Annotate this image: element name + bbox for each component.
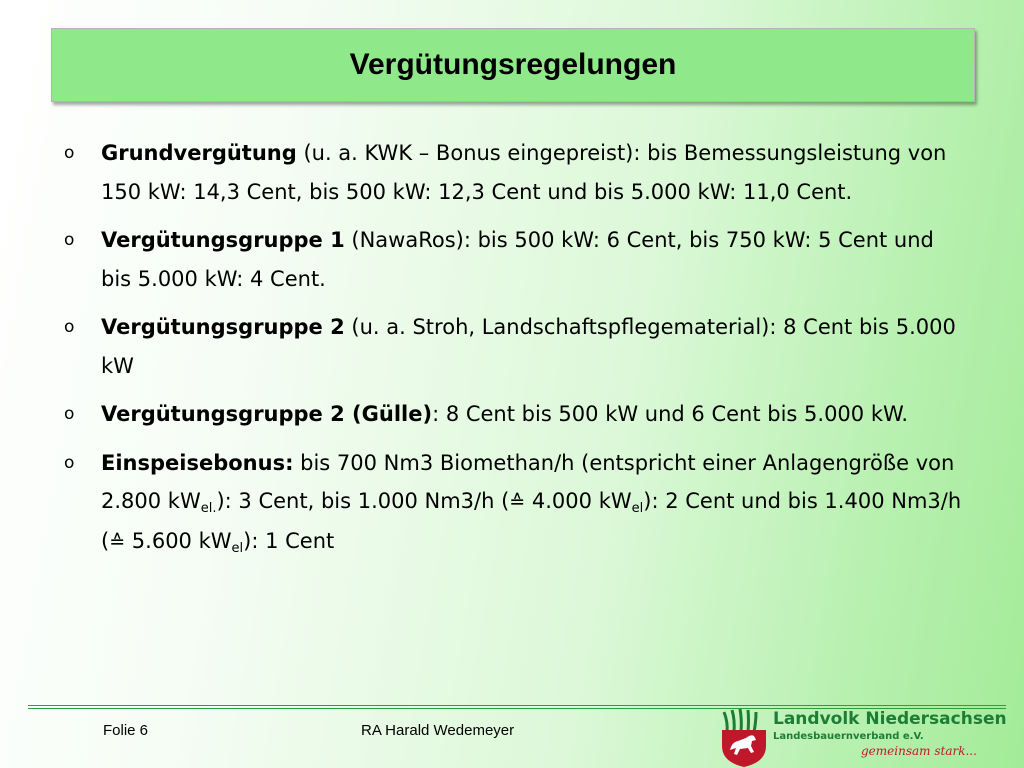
- shield-horse-icon: [718, 708, 770, 768]
- logo-name: Landvolk Niedersachsen: [773, 709, 1007, 729]
- corresponds-symbol: ≙: [109, 530, 126, 553]
- item-label: Grundvergütung: [101, 141, 297, 165]
- item-text: : 8 Cent bis 500 kW und 6 Cent bis 5.000 kW.: [432, 402, 909, 426]
- bullet-icon: o: [64, 404, 75, 424]
- item-text: 4.000 kW: [525, 489, 632, 513]
- slide-title-bar: [51, 28, 975, 102]
- item-label: Vergütungsgruppe 1: [101, 228, 345, 252]
- item-text: 5.600 kW: [125, 528, 232, 553]
- item-text: ): 3 Cent, bis 1.000 Nm3/h (: [216, 489, 510, 513]
- list-item: [62, 395, 962, 434]
- item-label: Vergütungsgruppe 2 (Gülle): [101, 402, 433, 426]
- item-text: (NawaRos): bis 500 kW: 6 Cent, bis 750 kW: 5 Cent und bis 5.000 kW: 4 Cent.: [101, 228, 934, 291]
- landvolk-logo: [718, 706, 1018, 768]
- bullet-icon: o: [64, 317, 75, 337]
- bullet-icon: o: [64, 452, 75, 473]
- footer-author: RA Harald Wedemeyer: [361, 722, 515, 739]
- list-item: [62, 308, 962, 385]
- unit-subscript: el: [631, 501, 644, 516]
- logo-subtitle: Landesbauernverband e.V.: [773, 731, 924, 742]
- corresponds-symbol: ≙: [509, 491, 526, 513]
- item-text: ): 2 Cent und bis 1.400 Nm3/h (: [101, 489, 962, 553]
- unit-subscript: el.: [200, 501, 217, 516]
- item-text: ): 1 Cent: [243, 528, 335, 553]
- bullet-list: [62, 134, 962, 571]
- slide-title: Vergütungsregelungen: [349, 48, 677, 81]
- bullet-icon: o: [64, 143, 75, 163]
- logo-slogan: gemeinsam stark...: [861, 744, 977, 758]
- item-text: (u. a. Stroh, Landschaftspflegematerial): 8 Cent bis 5.000 kW: [101, 315, 956, 378]
- slide-number: Folie 6: [103, 722, 149, 739]
- unit-subscript: el: [231, 540, 244, 556]
- item-label: Einspeisebonus:: [101, 450, 294, 475]
- list-item: [62, 444, 962, 562]
- bullet-icon: o: [64, 230, 75, 250]
- item-label: Vergütungsgruppe 2: [101, 315, 345, 339]
- list-item: [62, 134, 962, 211]
- item-text: (u. a. KWK – Bonus eingepreist): bis Bemessungsleistung von 150 kW: 14,3 Cent, bis 500 kW: 12,3 Cent und bis 5.000 kW: 11,0 Cent.: [101, 141, 947, 204]
- list-item: [62, 221, 962, 298]
- item-text: bis 700 Nm3 Biomethan/h (entspricht einer Anlagengröße von 2.800 kW: [101, 450, 955, 513]
